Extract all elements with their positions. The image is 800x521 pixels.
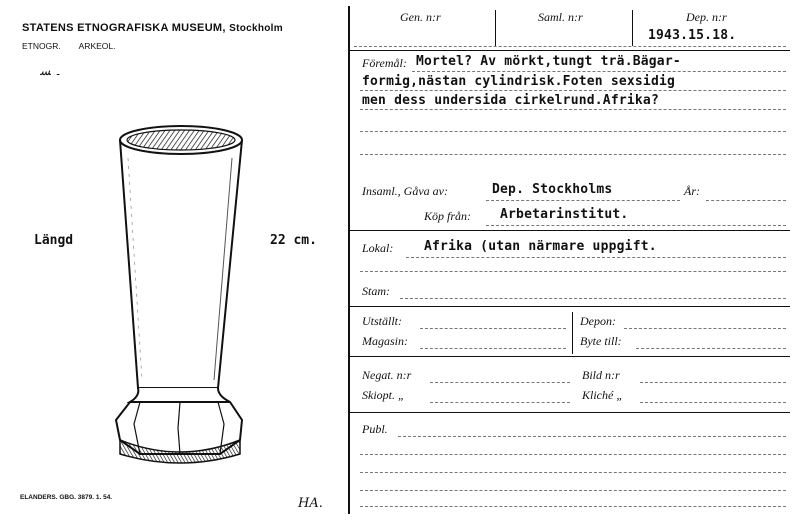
publ-line — [360, 490, 786, 491]
kliche-label: Kliché „ — [582, 388, 623, 402]
section-rule-2 — [350, 230, 790, 231]
insaml-label: Insaml., Gåva av: — [362, 184, 448, 198]
section-rule-5 — [350, 412, 790, 413]
dep-nr-value: 1943.15.18. — [648, 28, 737, 43]
publ-line — [398, 436, 786, 437]
kop-label: Köp från: — [424, 209, 472, 223]
lokal-label: Lokal: — [362, 241, 394, 255]
skiopt-label: Skiopt. „ — [362, 388, 405, 402]
negat-line — [430, 382, 570, 383]
insaml-value: Dep. Stockholms — [492, 182, 613, 197]
divider-storage — [572, 312, 573, 354]
publ-line — [360, 454, 786, 455]
foremal-line — [412, 71, 786, 72]
printer-imprint: ELANDERS. GBG. 3879. 1. 54. — [20, 494, 113, 501]
magasin-label: Magasin: — [362, 334, 408, 348]
foremal-line — [360, 109, 786, 110]
foremal-line — [360, 90, 786, 91]
lokal-line — [406, 257, 786, 258]
section-rule-1 — [350, 50, 790, 51]
publ-label: Publ. — [362, 422, 388, 436]
divider-gen-saml — [495, 10, 496, 46]
skiopt-line — [430, 402, 570, 403]
museum-city: Stockholm — [229, 23, 283, 34]
foremal-line-3: men dess undersida cirkelrund.Afrika? — [362, 93, 659, 108]
handwritten-initials: HA. — [298, 496, 323, 511]
length-value: 22 cm. — [270, 233, 317, 248]
department-line — [22, 41, 132, 51]
lokal-line — [360, 271, 786, 272]
lokal-value: Afrika (utan närmare uppgift. — [424, 239, 657, 254]
handwritten-mark: ۔ ﺴ — [40, 64, 62, 78]
mortar-drawing — [100, 118, 260, 468]
byte-label: Byte till: — [580, 334, 622, 348]
bild-line — [640, 382, 786, 383]
magasin-line — [420, 348, 566, 349]
negat-label: Negat. n:r — [362, 368, 412, 382]
kliche-line — [640, 402, 786, 403]
stam-label: Stam: — [362, 284, 390, 298]
catalogue-form — [348, 6, 790, 514]
number-row-line — [354, 46, 786, 47]
foremal-label: Föremål: — [362, 56, 407, 70]
foremal-line-1: Mortel? Av mörkt,tungt trä.Bägar- — [416, 54, 681, 69]
depon-line — [624, 328, 786, 329]
museum-title — [22, 22, 283, 34]
length-label: Längd — [34, 233, 74, 248]
ar-line — [706, 200, 786, 201]
stam-line — [400, 298, 786, 299]
saml-nr-label: Saml. n:r — [538, 10, 583, 24]
publ-line — [360, 506, 786, 507]
dep-nr-label: Dep. n:r — [686, 10, 727, 24]
byte-line — [636, 348, 786, 349]
section-rule-3 — [350, 306, 790, 307]
foremal-line — [360, 131, 786, 132]
dept-etnogr: ETNOGR. — [22, 41, 61, 51]
foremal-line-2: formig,nästan cylindrisk.Foten sexsidig — [362, 74, 676, 89]
bild-label: Bild n:r — [582, 368, 620, 382]
dept-arkeol: ARKEOL. — [78, 41, 116, 51]
museum-name: STATENS ETNOGRAFISKA MUSEUM, — [22, 22, 226, 34]
depon-label: Depon: — [580, 314, 616, 328]
ar-label: År: — [684, 184, 700, 198]
utstallt-label: Utställt: — [362, 314, 403, 328]
utstallt-line — [420, 328, 566, 329]
insaml-line — [486, 200, 680, 201]
kop-line — [486, 225, 786, 226]
foremal-line — [360, 154, 786, 155]
publ-line — [360, 472, 786, 473]
section-rule-4 — [350, 356, 790, 357]
kop-value: Arbetarinstitut. — [500, 207, 629, 222]
gen-nr-label: Gen. n:r — [400, 10, 441, 24]
divider-saml-dep — [632, 10, 633, 46]
